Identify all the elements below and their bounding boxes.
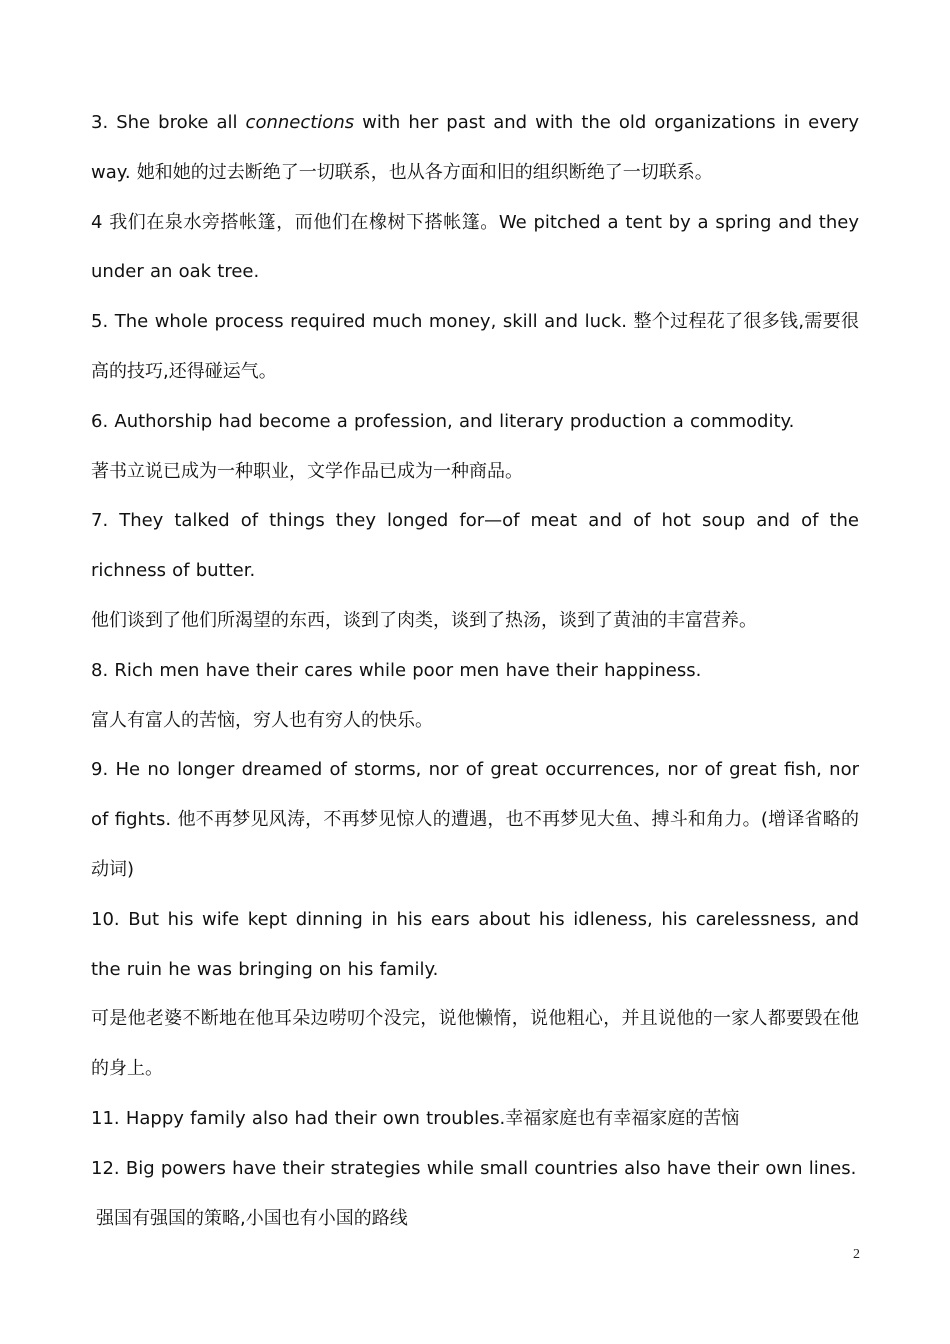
sentence-8-english: 8. Rich men have their cares while poor men have their happiness. xyxy=(91,659,702,681)
sentence-3 xyxy=(91,98,859,198)
document-body xyxy=(91,98,859,1243)
sentence-10-english: 10. But his wife kept dinning in his ears about his idleness, his carelessness, and the ruin he was bringing on his family. xyxy=(91,908,859,980)
sentence-5: 5. The whole process required much money, skill and luck. 整个过程花了很多钱,需要很高的技巧,还得碰运气。 xyxy=(91,311,859,382)
sentence-7-chinese: 他们谈到了他们所渴望的东西，谈到了肉类，谈到了热汤，谈到了黄油的丰富营养。 xyxy=(91,609,757,631)
sentence-6-english: 6. Authorship had become a profession, and literary production a commodity. xyxy=(91,410,795,432)
sentence-3-post: with her past and with the old organizations in every way. 她和她的过去断绝了一切联系，也从各方面和旧的组织断绝了一切联系。 xyxy=(91,112,859,183)
sentence-12-english: 12. Big powers have their strategies while small countries also have their own lines. xyxy=(91,1157,857,1179)
sentence-9: 9. He no longer dreamed of storms, nor of great occurrences, nor of great fish, nor of fights. 他不再梦见风涛，不再梦见惊人的遭遇，也不再梦见大鱼、搏斗和角力。(增译省略的动词) xyxy=(91,759,859,880)
sentence-10-chinese: 可是他老婆不断地在他耳朵边唠叨个没完，说他懒惰，说他粗心，并且说他的一家人都要毁在他的身上。 xyxy=(91,1008,859,1080)
sentence-6-chinese: 著书立说已成为一种职业，文学作品已成为一种商品。 xyxy=(91,460,523,482)
sentence-3-pre: 3. She broke all xyxy=(91,112,246,133)
sentence-3-italic-word: connections xyxy=(245,112,355,133)
sentence-11: 11. Happy family also had their own troubles.幸福家庭也有幸福家庭的苦恼 xyxy=(91,1107,740,1129)
sentence-8-chinese: 富人有富人的苦恼，穷人也有穷人的快乐。 xyxy=(91,709,433,731)
sentence-4: 4 我们在泉水旁搭帐篷，而他们在橡树下搭帐篷。We pitched a tent by a spring and they under an oak tree. xyxy=(91,211,859,283)
sentence-7-english: 7. They talked of things they longed for—of meat and of hot soup and of the richness of butter. xyxy=(91,510,859,582)
page-number: 2 xyxy=(853,1247,860,1262)
sentence-12-chinese: 强国有强国的策略,小国也有小国的路线 xyxy=(96,1207,408,1229)
